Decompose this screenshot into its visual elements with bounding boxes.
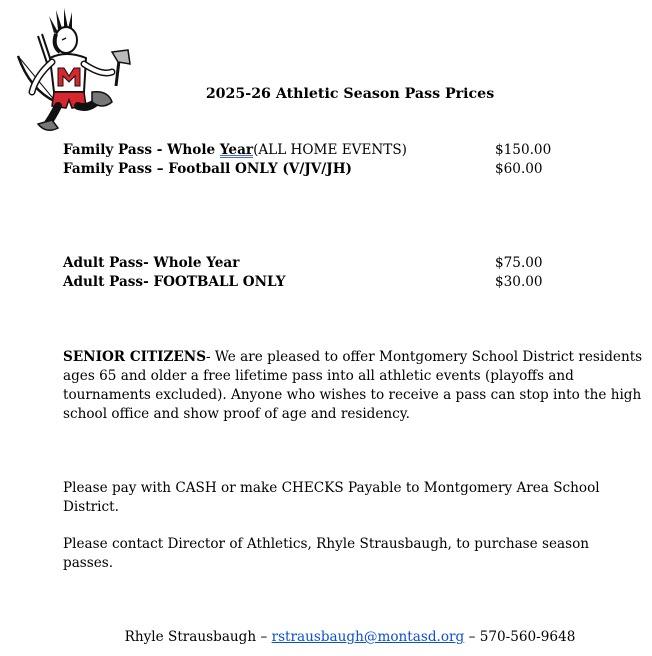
page-title: 2025-26 Athletic Season Pass Prices: [205, 86, 495, 102]
pass-row-family-football: [63, 160, 623, 179]
senior-text: - We are pleased to offer Montgomery School District residents ages 65 and older a free lifetime pass into all athletic events (playoffs and tournaments excluded). Anyone who wishes to receive a pass can stop into the high school office and show proof of age and residency.: [63, 349, 643, 422]
pass-label: Adult Pass- Whole Year: [63, 255, 240, 271]
footer-name: Rhyle Strausbaugh –: [124, 629, 272, 645]
mascot-icon: [12, 6, 134, 134]
pass-label-underlined: Year: [219, 142, 254, 158]
pass-row-adult-whole-year: [63, 254, 623, 273]
pass-price: $75.00: [495, 255, 543, 271]
email-link[interactable]: rstrausbaugh@montasd.org: [271, 629, 465, 645]
pass-price: $60.00: [495, 161, 543, 177]
footer-phone: – 570-560-9648: [464, 629, 576, 645]
pass-row-adult-football: [63, 273, 623, 292]
pass-label-note: (ALL HOME EVENTS): [253, 142, 407, 158]
senior-heading: SENIOR CITIZENS: [63, 349, 207, 365]
pass-row-family-whole-year: [63, 141, 623, 160]
warrior-mascot-logo: [12, 6, 134, 134]
senior-citizens-paragraph: [63, 348, 643, 424]
payment-note: Please pay with CASH or make CHECKS Payable to Montgomery Area School District.: [63, 480, 600, 515]
pass-label: Adult Pass- FOOTBALL ONLY: [63, 274, 286, 290]
pass-label: Family Pass - Whole: [63, 142, 220, 158]
contact-note: Please contact Director of Athletics, Rhyle Strausbaugh, to purchase season passes.: [63, 536, 590, 571]
pass-price: $30.00: [495, 274, 543, 290]
footer-contact: [0, 628, 652, 647]
pass-label: Family Pass – Football ONLY (V/JV/JH): [63, 161, 352, 177]
pass-price: $150.00: [495, 142, 552, 158]
